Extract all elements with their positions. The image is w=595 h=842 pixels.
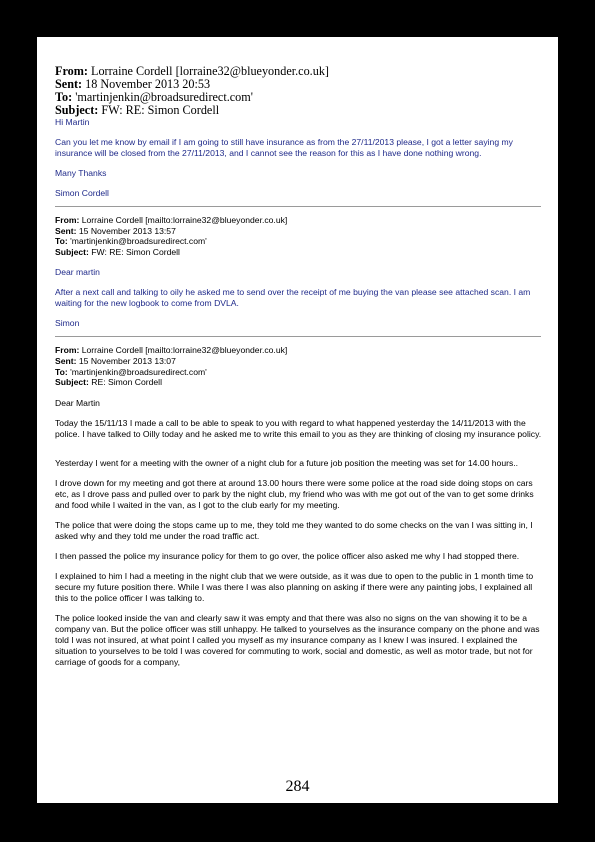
email1-to: To: 'martinjenkin@broadsuredirect.com' bbox=[55, 90, 253, 104]
email3-paragraph: I explained to him I had a meeting in the night club that we were outside, as it was due to open to the public in 1 month time to secure my future position there. While I was there I was also planning on asking if there were any painting jobs, I explained all this to the police officer I was talking to. bbox=[55, 570, 534, 603]
divider bbox=[55, 336, 541, 337]
email2-greeting: Dear martin bbox=[55, 267, 100, 278]
email3-sent: Sent: 15 November 2013 13:07 bbox=[55, 355, 176, 366]
email1-greeting: Hi Martin bbox=[55, 117, 90, 127]
email1-subject: Subject: FW: RE: Simon Cordell bbox=[55, 103, 220, 117]
email3-from: From: Lorraine Cordell [mailto:lorraine32@blueyonder.co.uk] bbox=[55, 345, 288, 356]
email3-greeting: Dear Martin bbox=[55, 397, 100, 408]
email1-body: Can you let me know by email if I am going to still have insurance as from the 27/11/2013 please, I got a letter saying my insurance will be closed from the 27/11/2013, and I cannot see the reason for this as I have done nothing wrong. bbox=[55, 137, 513, 158]
email2-from: From: Lorraine Cordell [mailto:lorraine32@blueyonder.co.uk] bbox=[55, 215, 288, 225]
email-thread bbox=[55, 65, 543, 668]
email1-from: From: Lorraine Cordell [lorraine32@blueyonder.co.uk] bbox=[55, 64, 329, 78]
email1-header bbox=[55, 65, 543, 117]
email3-paragraph: Today the 15/11/13 I made a call to be able to speak to you with regard to what happened yesterday the 14/11/2013 with the police. I have talked to Oilly today and he asked me to write this email to you as they are thinking of closing my insurance policy. bbox=[55, 417, 542, 439]
email1-thanks: Many Thanks bbox=[55, 168, 107, 178]
email1-sent: Sent: 18 November 2013 20:53 bbox=[55, 77, 211, 91]
email3-paragraph: Yesterday I went for a meeting with the owner of a night club for a future job position the meeting was set for 14.00 hours.. bbox=[55, 457, 519, 468]
email3-paragraph: The police that were doing the stops came up to me, they told me they wanted to do some checks on the van I was sitting in, I asked why and they told me under the road traffic act. bbox=[55, 519, 533, 541]
email2-body: After a next call and talking to oily he asked me to send over the receipt of me buying the van please see attached scan. I am waiting for the new logbook to come from DVLA. bbox=[55, 287, 531, 309]
email2-to: To: 'martinjenkin@broadsuredirect.com' bbox=[55, 236, 207, 247]
divider bbox=[55, 206, 541, 207]
document-page bbox=[37, 37, 558, 803]
email3-header bbox=[55, 345, 543, 387]
email2-signature: Simon bbox=[55, 318, 80, 329]
email3-to: To: 'martinjenkin@broadsuredirect.com' bbox=[55, 366, 207, 377]
email2-subject: Subject: FW: RE: Simon Cordell bbox=[55, 246, 180, 257]
email2-sent: Sent: 15 November 2013 13:57 bbox=[55, 225, 176, 236]
email1-signature: Simon Cordell bbox=[55, 188, 109, 198]
email2-header bbox=[55, 215, 543, 257]
email3-paragraph: I then passed the police my insurance policy for them to go over, the police officer also asked me why I had stopped there. bbox=[55, 550, 520, 561]
email3-subject: Subject: RE: Simon Cordell bbox=[55, 377, 162, 388]
email3-paragraph: I drove down for my meeting and got there at around 13.00 hours there were some police at the road side doing stops on cars etc, as I drove pass and pulled over to park by the night club, my friend who was with me got out of the van to get some drinks and food while I waited in the van, as I got to the club early for my meeting. bbox=[55, 477, 534, 510]
page-number: 284 bbox=[285, 778, 310, 795]
email3-paragraph: The police looked inside the van and clearly saw it was empty and that there was also no signs on the van showing it to be a company van. But the police officer was still unhappy. He talked to yourselves as the insurance company on the phone and was told I was not insured, at what point I called you myself as my insurance company as I knew I was insured. I explained the situation to yourselves to be told I was covered for commuting to work, social and domestic, as well as motor trade, but not for carriage of goods for a company, bbox=[55, 612, 540, 667]
